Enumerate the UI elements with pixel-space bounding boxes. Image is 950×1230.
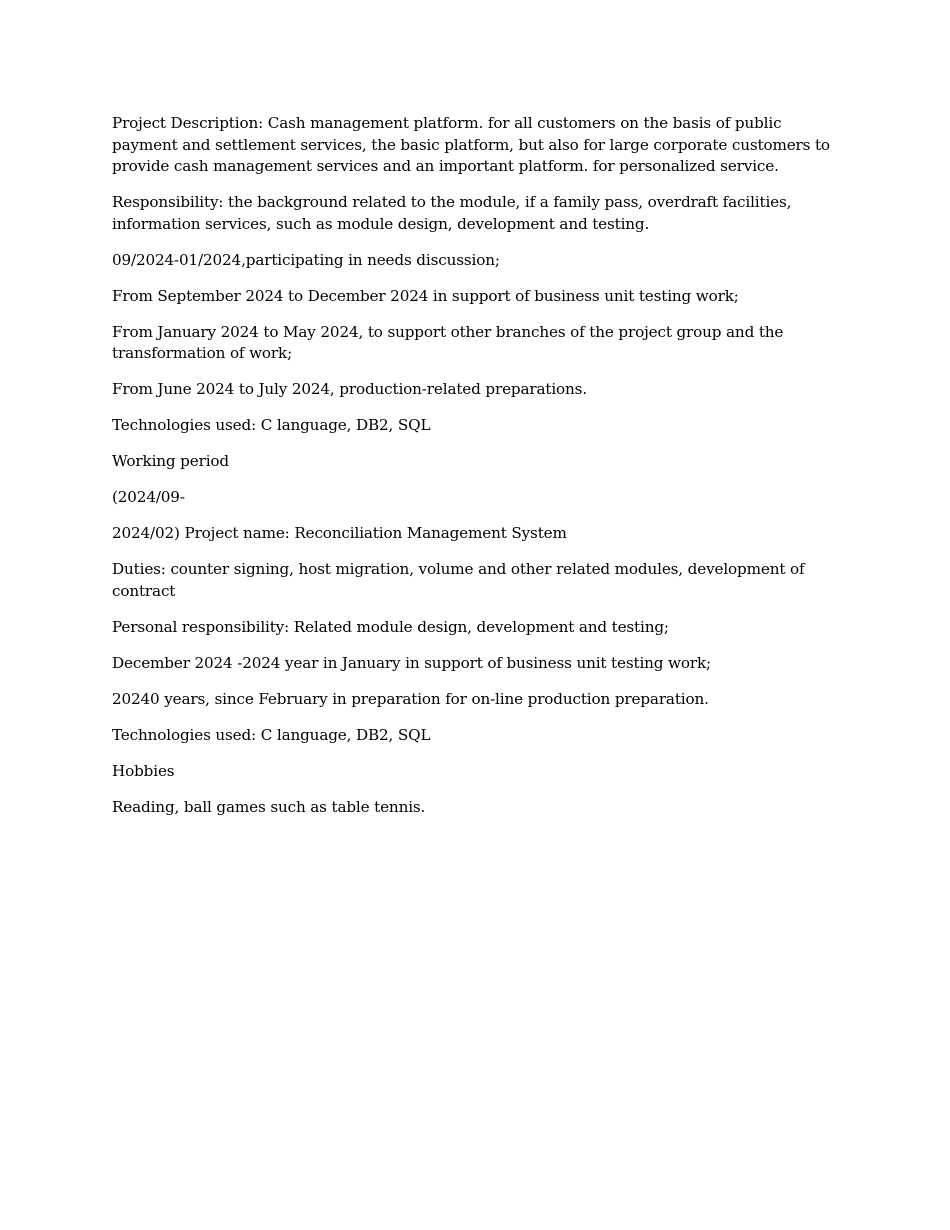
timeline-branch-support: From January 2024 to May 2024, to support other branches of the project group and the transformation of work; — [112, 322, 784, 362]
timeline-testing-support: From September 2024 to December 2024 in support of business unit testing work; — [112, 286, 739, 305]
technologies-used-1: Technologies used: C language, DB2, SQL — [112, 416, 431, 434]
timeline-february-preparation: 20240 years, since February in preparation for on-line production preparation. — [112, 689, 709, 708]
project-description-paragraph: Project Description: Cash management platform. for all customers on the basis of public payment and settlement services, the basic platform, but also for large corporate customers to provide cash management services and an important platform. for personalized service. — [112, 114, 830, 175]
working-period-start: (2024/09- — [112, 488, 185, 506]
personal-responsibility-paragraph: Personal responsibility: Related module design, development and testing; — [112, 617, 669, 636]
timeline-december-testing: December 2024 -2024 year in January in support of business unit testing work; — [112, 653, 712, 672]
hobbies-text: Reading, ball games such as table tennis. — [112, 797, 426, 816]
duties-paragraph: Duties: counter signing, host migration, volume and other related modules, development of contract — [112, 560, 805, 600]
timeline-production-preparation: From June 2024 to July 2024, production-related preparations. — [112, 380, 588, 398]
document-body — [112, 113, 842, 833]
project-name-line: 2024/02) Project name: Reconciliation Management System — [112, 524, 567, 542]
working-period-heading: Working period — [112, 452, 229, 470]
timeline-needs-discussion: 09/2024-01/2024,participating in needs discussion; — [112, 250, 500, 269]
hobbies-heading: Hobbies — [112, 761, 175, 780]
responsibility-paragraph: Responsibility: the background related to the module, if a family pass, overdraft facilities, information services, such as module design, development and testing. — [112, 193, 792, 233]
technologies-used-2: Technologies used: C language, DB2, SQL — [112, 725, 431, 744]
